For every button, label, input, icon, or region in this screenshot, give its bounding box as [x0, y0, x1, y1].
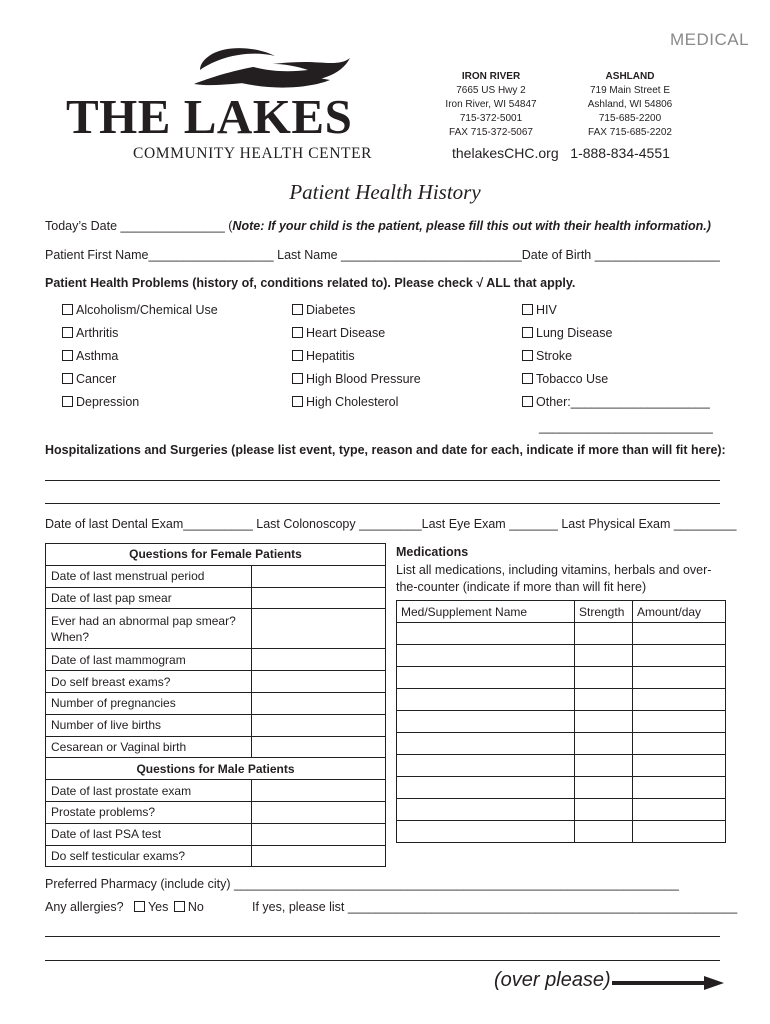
ashland-street: 719 Main Street E: [589, 85, 671, 96]
condition-checkbox[interactable]: [522, 349, 710, 372]
med-cell[interactable]: [397, 667, 575, 689]
ashland-title: ASHLAND: [605, 71, 655, 82]
question-cell: Do self breast exams?: [46, 671, 252, 693]
female-questions-heading: Questions for Female Patients: [46, 544, 386, 566]
med-cell[interactable]: [575, 799, 633, 821]
med-cell[interactable]: [633, 689, 726, 711]
table-row: [46, 801, 386, 823]
checkbox-icon[interactable]: [522, 304, 533, 315]
med-cell[interactable]: [397, 733, 575, 755]
allergies-label: Any allergies?: [45, 900, 124, 914]
table-row: [46, 823, 386, 845]
iron-river-street: 7665 US Hwy 2: [456, 85, 526, 96]
male-questions-heading: Questions for Male Patients: [46, 758, 386, 780]
med-cell[interactable]: [633, 645, 726, 667]
allergies-entry-line[interactable]: [45, 960, 720, 961]
condition-checkbox[interactable]: [62, 349, 218, 372]
answer-cell[interactable]: [252, 649, 386, 671]
condition-label: Heart Disease: [306, 326, 386, 340]
allergies-line: [45, 900, 204, 914]
table-row: [46, 758, 386, 780]
med-cell[interactable]: [575, 667, 633, 689]
condition-checkbox[interactable]: [62, 303, 218, 326]
checkbox-icon[interactable]: [522, 327, 533, 338]
answer-cell[interactable]: [252, 714, 386, 736]
checkbox-icon[interactable]: [292, 396, 303, 407]
med-cell[interactable]: [397, 645, 575, 667]
answer-cell[interactable]: [252, 823, 386, 845]
condition-label: Hepatitis: [306, 349, 355, 363]
condition-checkbox[interactable]: [62, 372, 218, 395]
condition-checkbox[interactable]: [292, 326, 421, 349]
answer-cell[interactable]: [252, 587, 386, 609]
logo-wordmark: THE LAKES: [66, 89, 353, 144]
answer-cell[interactable]: [252, 736, 386, 758]
name-dob-line[interactable]: Patient First Name__________________ Last Name __________________________Date of Birth __________________: [45, 248, 720, 262]
conditions-col-3: [522, 303, 710, 418]
table-row: [397, 689, 726, 711]
table-row: [397, 755, 726, 777]
med-cell[interactable]: [575, 777, 633, 799]
table-row: [397, 711, 726, 733]
question-cell: Cesarean or Vaginal birth: [46, 736, 252, 758]
checkbox-icon[interactable]: [62, 304, 73, 315]
condition-label: Tobacco Use: [536, 372, 609, 386]
answer-cell[interactable]: [252, 671, 386, 693]
page-title: Patient Health History: [289, 180, 481, 204]
table-row: [46, 692, 386, 714]
med-cell[interactable]: [633, 733, 726, 755]
table-row: [46, 565, 386, 587]
table-row: [46, 609, 386, 649]
question-cell: Date of last prostate exam: [46, 780, 252, 802]
med-cell[interactable]: [633, 777, 726, 799]
contact-line: [452, 145, 670, 161]
medications-description: List all medications, including vitamins, herbals and over-the-counter (indicate if more than will fit here): [396, 563, 712, 594]
over-please-label: (over please): [494, 969, 611, 991]
ashland-fax: FAX 715-685-2202: [588, 127, 672, 138]
logo-subtitle: COMMUNITY HEALTH CENTER: [133, 145, 373, 162]
conditions-col-2: [292, 303, 421, 418]
med-cell[interactable]: [397, 777, 575, 799]
condition-checkbox[interactable]: [292, 349, 421, 372]
condition-checkbox[interactable]: [292, 372, 421, 395]
medications-heading: Medications: [396, 545, 469, 559]
med-cell[interactable]: [633, 667, 726, 689]
arrow-right-icon: [612, 975, 724, 991]
med-cell[interactable]: [633, 711, 726, 733]
condition-label: Arthritis: [76, 326, 119, 340]
condition-checkbox[interactable]: [62, 395, 218, 418]
medications-table: [396, 600, 726, 843]
condition-label: Other:____________________: [536, 395, 710, 409]
condition-checkbox[interactable]: [522, 326, 710, 349]
med-cell[interactable]: [397, 821, 575, 843]
answer-cell[interactable]: [252, 845, 386, 867]
condition-label: Diabetes: [306, 303, 356, 317]
condition-label: Depression: [76, 395, 140, 409]
last-exams-line[interactable]: Date of last Dental Exam__________ Last Colonoscopy _________Last Eye Exam _______ Last Physical Exam _________: [45, 517, 737, 531]
med-cell[interactable]: [633, 799, 726, 821]
patient-questions-table: [45, 543, 386, 867]
iron-river-fax: FAX 715-372-5067: [449, 127, 533, 138]
conditions-col-1: [62, 303, 218, 418]
question-cell: Date of last pap smear: [46, 587, 252, 609]
checkbox-icon[interactable]: [522, 373, 533, 384]
table-row: [397, 667, 726, 689]
condition-label: Stroke: [536, 349, 573, 363]
iron-river-address: [426, 70, 556, 140]
child-note: Note: If your child is the patient, please fill this out with their health information.): [232, 219, 711, 233]
table-row: [397, 799, 726, 821]
question-cell: Ever had an abnormal pap smear? When?: [46, 609, 252, 649]
condition-checkbox[interactable]: [522, 372, 710, 395]
answer-cell[interactable]: [252, 801, 386, 823]
table-row: [46, 587, 386, 609]
condition-checkbox[interactable]: [522, 395, 710, 418]
question-cell: Do self testicular exams?: [46, 845, 252, 867]
problems-heading: Patient Health Problems (history of, conditions related to). Please check √ ALL that apply.: [45, 276, 576, 290]
allergies-list-line[interactable]: If yes, please list ________________________________________________________: [252, 900, 738, 914]
med-cell[interactable]: [397, 689, 575, 711]
answer-cell[interactable]: [252, 609, 386, 649]
iron-river-title: IRON RIVER: [461, 71, 521, 82]
med-cell[interactable]: [397, 799, 575, 821]
condition-checkbox[interactable]: [292, 303, 421, 326]
condition-label: High Blood Pressure: [306, 372, 421, 386]
iron-river-city: Iron River, WI 54847: [445, 99, 537, 110]
condition-label: Cancer: [76, 372, 117, 386]
med-cell[interactable]: [575, 755, 633, 777]
answer-cell[interactable]: [252, 780, 386, 802]
condition-label: Lung Disease: [536, 326, 613, 340]
table-row: [397, 645, 726, 667]
column-header: Amount/day: [633, 601, 726, 623]
med-cell[interactable]: [575, 733, 633, 755]
hospitalizations-heading: Hospitalizations and Surgeries (please list event, type, reason and date for each, indicate if more than will fit here):: [45, 443, 726, 457]
condition-label: High Cholesterol: [306, 395, 399, 409]
table-row: [397, 821, 726, 843]
iron-river-phone: 715-372-5001: [459, 113, 523, 124]
table-row: [46, 544, 386, 566]
todays-date-line[interactable]: [45, 219, 711, 233]
phone-number: 1-888-834-4551: [570, 145, 670, 161]
allergy-yes-checkbox[interactable]: [134, 901, 145, 912]
allergy-no-checkbox[interactable]: [174, 901, 185, 912]
checkbox-icon[interactable]: [62, 396, 73, 407]
condition-label: Alcoholism/Chemical Use: [76, 303, 218, 317]
condition-checkbox[interactable]: [522, 303, 710, 326]
checkbox-icon[interactable]: [62, 350, 73, 361]
med-cell[interactable]: [575, 689, 633, 711]
allergy-yes-label: Yes: [147, 900, 169, 914]
hospitalizations-entry-line[interactable]: [45, 503, 720, 504]
question-cell: Number of pregnancies: [46, 692, 252, 714]
question-cell: Prostate problems?: [46, 801, 252, 823]
other-continuation-line[interactable]: _________________________: [539, 420, 713, 434]
med-cell[interactable]: [575, 821, 633, 843]
med-cell[interactable]: [575, 711, 633, 733]
ashland-city: Ashland, WI 54806: [587, 99, 673, 110]
checkbox-icon[interactable]: [292, 304, 303, 315]
question-cell: Date of last menstrual period: [46, 565, 252, 587]
condition-checkbox[interactable]: [62, 326, 218, 349]
checkbox-icon[interactable]: [62, 373, 73, 384]
form-type-tag: MEDICAL: [670, 30, 750, 49]
checkbox-icon[interactable]: [522, 396, 533, 407]
ashland-phone: 715-685-2200: [598, 113, 662, 124]
med-cell[interactable]: [397, 711, 575, 733]
table-row: [46, 649, 386, 671]
table-row: [46, 736, 386, 758]
checkbox-icon[interactable]: [292, 373, 303, 384]
checkbox-icon[interactable]: [522, 350, 533, 361]
med-cell[interactable]: [633, 755, 726, 777]
condition-label: Asthma: [76, 349, 119, 363]
table-row: [46, 780, 386, 802]
table-row: [46, 671, 386, 693]
med-cell[interactable]: [575, 623, 633, 645]
hospitalizations-entry-line[interactable]: [45, 480, 720, 481]
table-row: [397, 623, 726, 645]
question-cell: Number of live births: [46, 714, 252, 736]
answer-cell[interactable]: [252, 692, 386, 714]
med-cell[interactable]: [633, 821, 726, 843]
med-cell[interactable]: [575, 645, 633, 667]
table-row: [46, 845, 386, 867]
answer-cell[interactable]: [252, 565, 386, 587]
column-header: Med/Supplement Name: [397, 601, 575, 623]
column-header: Strength: [575, 601, 633, 623]
condition-label: HIV: [536, 303, 557, 317]
checkbox-icon[interactable]: [292, 350, 303, 361]
ashland-address: [565, 70, 695, 140]
condition-checkbox[interactable]: [292, 395, 421, 418]
table-row: [397, 777, 726, 799]
checkbox-icon[interactable]: [62, 327, 73, 338]
med-cell[interactable]: [397, 623, 575, 645]
table-row: [46, 714, 386, 736]
question-cell: Date of last mammogram: [46, 649, 252, 671]
allergies-entry-line[interactable]: [45, 936, 720, 937]
allergy-no-label: No: [187, 900, 204, 914]
med-cell[interactable]: [633, 623, 726, 645]
question-cell: Date of last PSA test: [46, 823, 252, 845]
todays-date-label: Today’s Date _______________ (: [45, 219, 233, 233]
table-row: [397, 733, 726, 755]
table-row: [397, 601, 726, 623]
preferred-pharmacy-line[interactable]: Preferred Pharmacy (include city) ________________________________________________________________: [45, 877, 679, 891]
med-cell[interactable]: [397, 755, 575, 777]
website-link[interactable]: thelakesCHC.org: [452, 145, 559, 161]
checkbox-icon[interactable]: [292, 327, 303, 338]
